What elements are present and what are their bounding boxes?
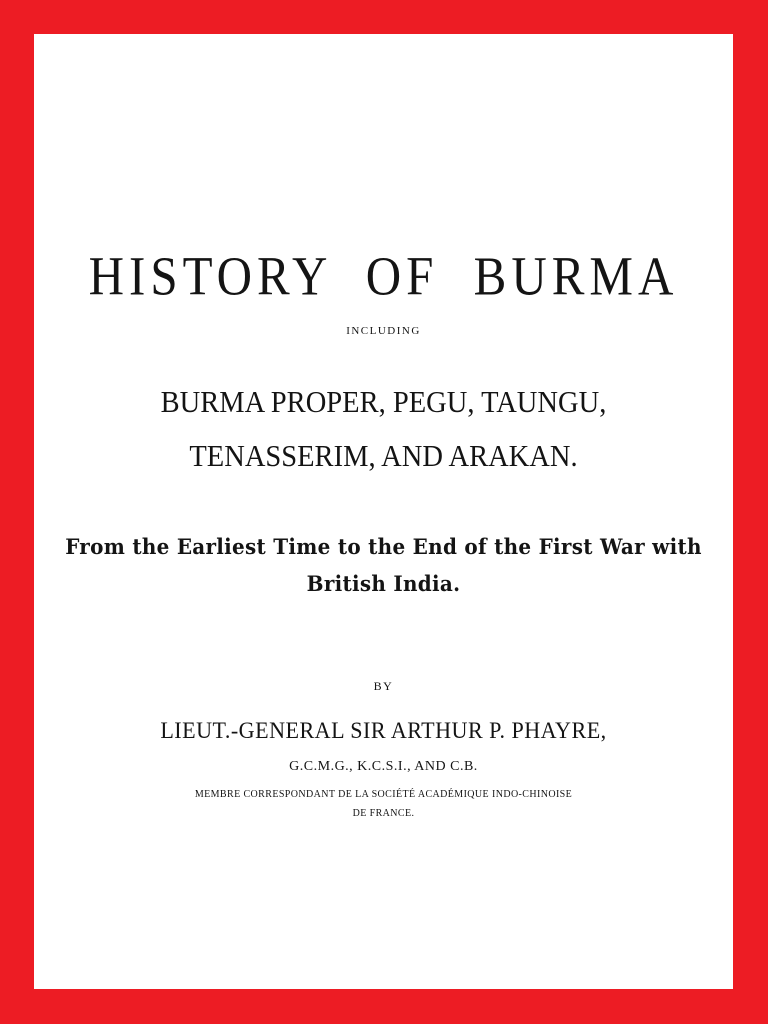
including-label: INCLUDING [346, 325, 421, 337]
title-page [34, 34, 733, 989]
membership-line-2: DE FRANCE. [352, 808, 415, 819]
subtitle-line-2: British India. [306, 571, 461, 596]
subtitle-line-1: From the Earliest Time to the End of the First War with [65, 534, 702, 559]
book-title: HISTORY OF BURMA [88, 245, 679, 307]
membership-line-1: MEMBRE CORRESPONDANT DE LA SOCIÉTÉ ACADÉMIQUE INDO-CHINOISE [194, 789, 573, 800]
author-name: LIEUT.-GENERAL SIR ARTHUR P. PHAYRE, [160, 718, 607, 743]
places-line-1: BURMA PROPER, PEGU, TAUNGU, [160, 384, 607, 419]
places-line-2: TENASSERIM, AND ARAKAN. [189, 438, 578, 473]
by-label: BY [373, 679, 394, 693]
author-honours: G.C.M.G., K.C.S.I., AND C.B. [289, 759, 478, 774]
